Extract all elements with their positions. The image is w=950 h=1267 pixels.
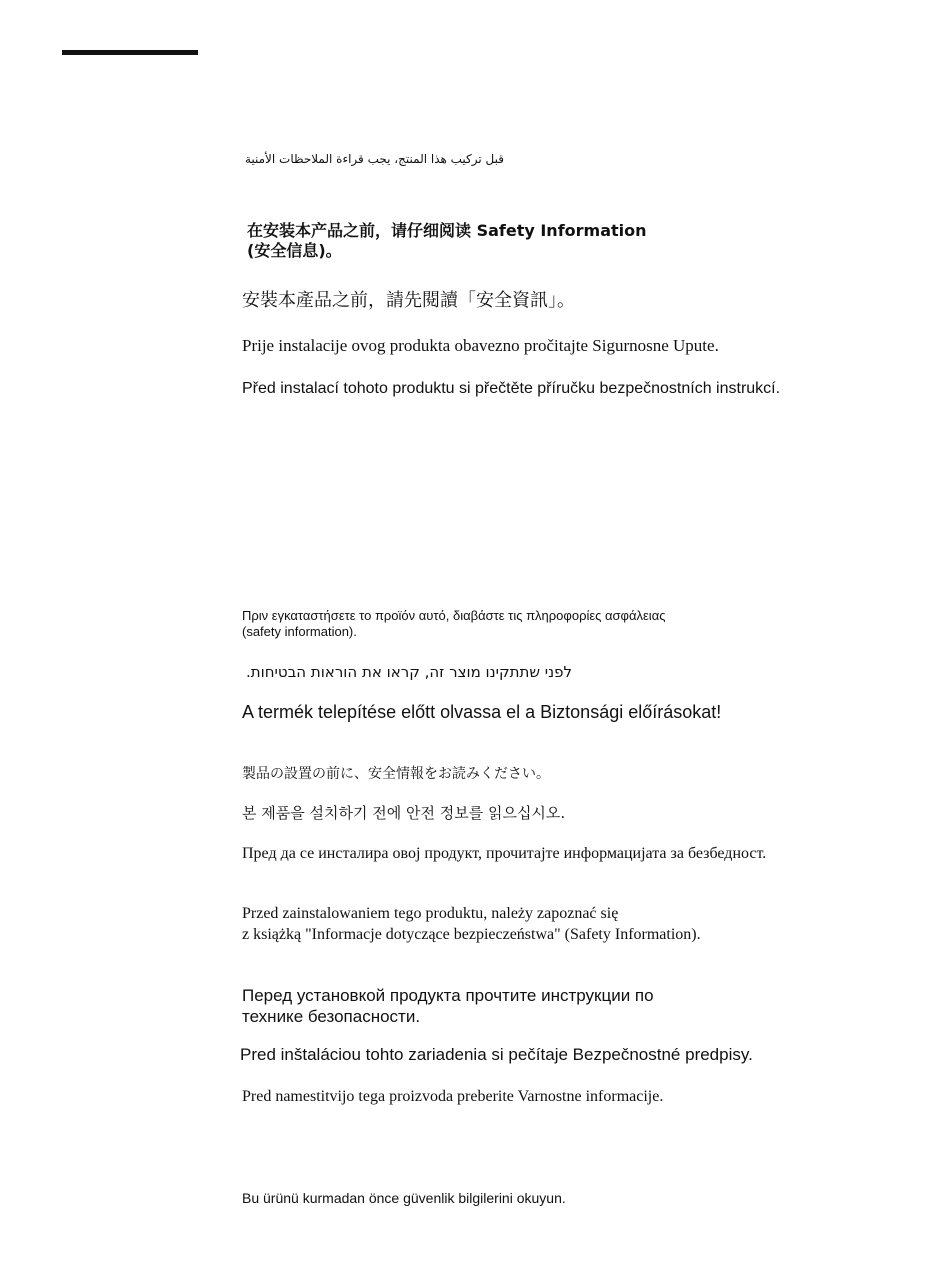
- notice-chinese-simplified-line1: 在安装本产品之前，请仔细阅读 Safety Information: [247, 221, 647, 240]
- notice-korean: 본 제품을 설치하기 전에 안전 정보를 읽으십시오.: [242, 804, 566, 822]
- notice-turkish: Bu ürünü kurmadan önce güvenlik bilgilerini okuyun.: [242, 1190, 566, 1206]
- notice-greek-line2: (safety information).: [242, 624, 357, 639]
- notice-greek-line1: Πριν εγκαταστήσετε το προϊόν αυτό, διαβάστε τις πληροφορίες ασφάλειας: [242, 608, 666, 623]
- notice-polish-line2: z książką "Informacje dotyczące bezpieczeństwa" (Safety Information).: [242, 926, 701, 943]
- notice-russian-line2: технике безопасности.: [242, 1007, 421, 1026]
- notice-japanese: 製品の設置の前に、安全情報をお読みください。: [242, 766, 550, 782]
- notice-slovenian: Pred namestitvijo tega proizvoda preberite Varnostne informacije.: [242, 1088, 664, 1105]
- notice-chinese-traditional: 安裝本產品之前，請先閱讀「安全資訊」。: [242, 290, 575, 311]
- notice-slovak: Pred inštaláciou tohto zariadenia si pečítaje Bezpečnostné predpisy.: [240, 1045, 753, 1064]
- notice-arabic: قبل تركيب هذا المنتج، يجب قراءة الملاحظات الأمنية: [244, 152, 504, 166]
- notice-hungarian: A termék telepítése előtt olvassa el a Biztonsági előírásokat!: [242, 702, 722, 722]
- notice-croatian: Prije instalacije ovog produkta obavezno pročitajte Sigurnosne Upute.: [242, 336, 719, 355]
- notice-chinese-simplified-line2: (安全信息)。: [247, 241, 342, 260]
- header-rule: [62, 50, 198, 55]
- notice-hebrew: לפני שתתקינו מוצר זה, קראו את הוראות הבטיחות.: [246, 663, 572, 681]
- notice-czech: Před instalací tohoto produktu si přečtěte příručku bezpečnostních instrukcí.: [242, 380, 781, 397]
- notice-russian-line1: Перед установкой продукта прочтите инструкции по: [242, 986, 654, 1005]
- notice-polish-line1: Przed zainstalowaniem tego produktu, należy zapoznać się: [242, 905, 619, 922]
- notice-macedonian: Пред да се инсталира овој продукт, прочитајте информацијата за безбедност.: [242, 845, 767, 862]
